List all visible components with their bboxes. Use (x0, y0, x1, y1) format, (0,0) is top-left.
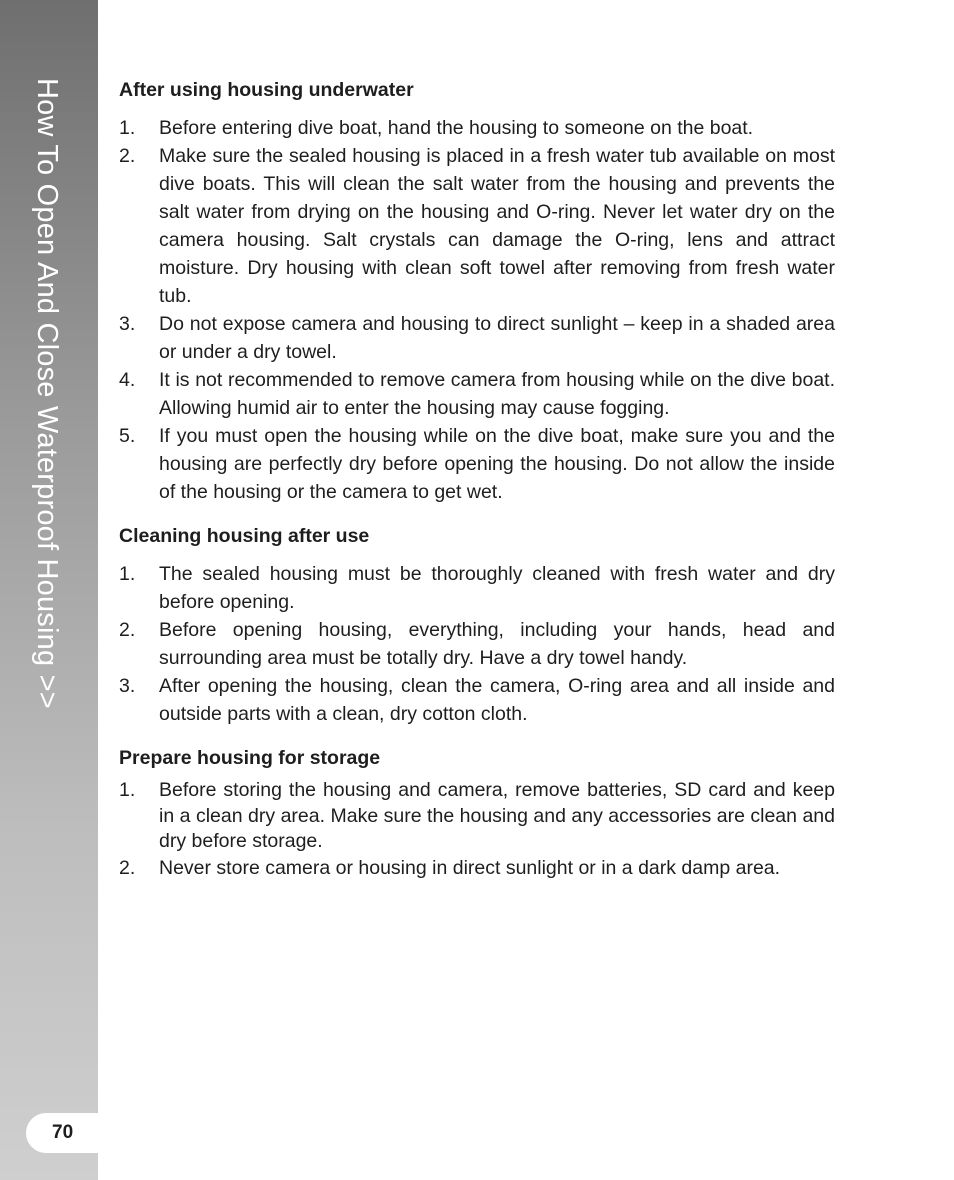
item-text: The sealed housing must be thoroughly cleaned with fresh water and dry before opening. (159, 563, 835, 613)
item-text: If you must open the housing while on the dive boat, make sure you and the housing are perfectly dry before opening the housing. Do not allow the inside of the housing or the camera to get wet. (159, 425, 835, 503)
item-number: 3. (119, 313, 136, 335)
item-number: 4. (119, 369, 136, 391)
chapter-title: How To Open And Close Waterproof Housing >> (31, 78, 63, 709)
item-number: 1. (119, 117, 136, 139)
section-after-underwater (119, 76, 835, 506)
list-item (119, 672, 835, 728)
list-item (119, 616, 835, 672)
item-text: It is not recommended to remove camera from housing while on the dive boat. Allowing humid air to enter the housing may cause fogging. (159, 369, 835, 419)
item-number: 2. (119, 619, 136, 641)
list-item (119, 366, 835, 422)
page-number: 70 (26, 1113, 98, 1153)
item-text: After opening the housing, clean the camera, O-ring area and all inside and outside parts with a clean, dry cotton cloth. (159, 675, 835, 725)
instruction-list (119, 778, 835, 881)
list-item (119, 856, 835, 882)
item-text: Before entering dive boat, hand the housing to someone on the boat. (159, 117, 754, 139)
item-number: 2. (119, 145, 136, 167)
instruction-list (119, 114, 835, 506)
item-text: Before storing the housing and camera, remove batteries, SD card and keep in a clean dry area. Make sure the housing and any accessories are clean and dry before storage. (159, 779, 835, 852)
item-number: 2. (119, 856, 136, 879)
section-cleaning (119, 522, 835, 728)
item-text: Do not expose camera and housing to direct sunlight – keep in a shaded area or under a dry towel. (159, 313, 835, 363)
item-text: Make sure the sealed housing is placed in a fresh water tub available on most dive boats. This will clean the salt water from the housing and prevents the salt water from drying on the housing and O-ring. Never let water dry on the camera housing. Salt crystals can damage the O-ring, lens and attract moisture. Dry housing with clean soft towel after removing from fresh water tub. (159, 145, 835, 307)
section-heading: Cleaning housing after use (119, 525, 370, 547)
list-item (119, 778, 835, 855)
item-text: Before opening housing, everything, including your hands, head and surrounding area must be totally dry. Have a dry towel handy. (159, 619, 835, 669)
section-storage (119, 744, 835, 881)
list-item (119, 310, 835, 366)
list-item (119, 142, 835, 310)
list-item (119, 560, 835, 616)
item-number: 5. (119, 425, 136, 447)
item-number: 1. (119, 563, 136, 585)
instruction-list (119, 560, 835, 728)
section-heading: After using housing underwater (119, 79, 414, 101)
section-heading: Prepare housing for storage (119, 747, 381, 769)
list-item (119, 114, 835, 142)
item-number: 1. (119, 779, 136, 801)
page-content (119, 76, 835, 897)
list-item (119, 422, 835, 506)
item-text: Never store camera or housing in direct sunlight or in a dark damp area. (159, 856, 781, 879)
item-number: 3. (119, 675, 136, 697)
chapter-sidebar (0, 0, 98, 1180)
